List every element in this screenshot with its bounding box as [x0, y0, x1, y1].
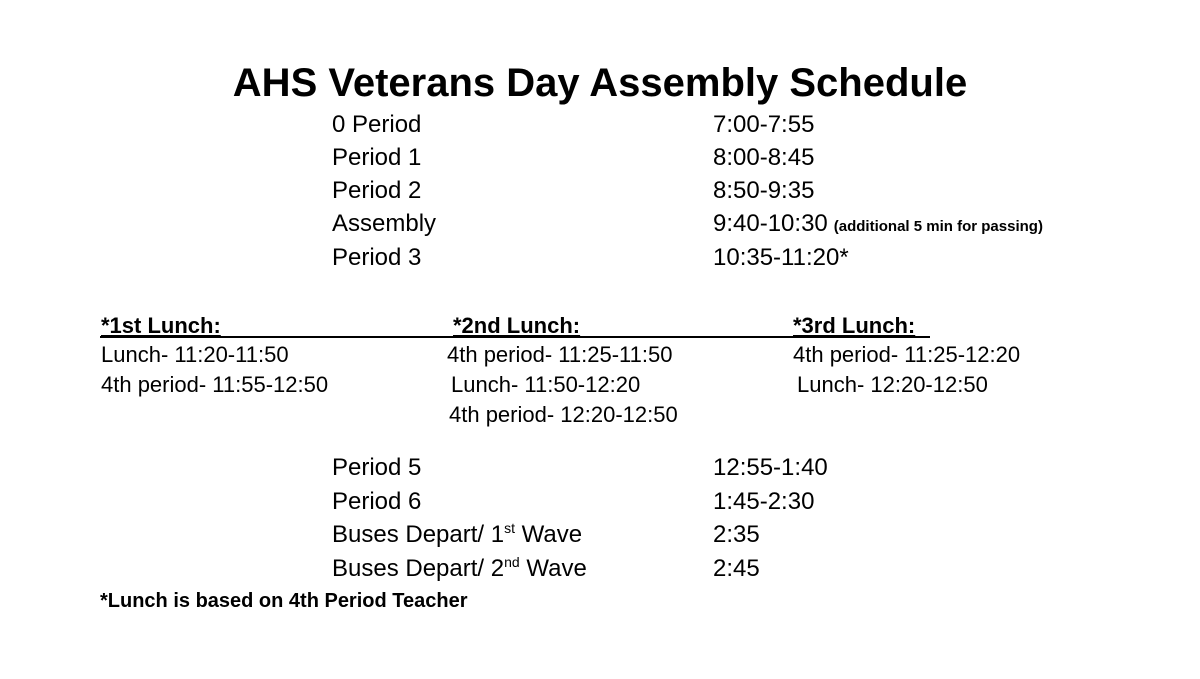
lunch-divider	[100, 336, 930, 338]
period-time: 1:45-2:30	[713, 488, 815, 515]
period-time: 12:55-1:40	[713, 454, 828, 481]
lunch-3-line: Lunch- 12:20-12:50	[797, 372, 988, 397]
period-label: 0 Period	[332, 111, 422, 138]
lunch-3-line: 4th period- 11:25-12:20	[793, 342, 1021, 367]
lunch-1-heading: *1st Lunch:	[101, 313, 221, 338]
period-time: 8:50-9:35	[713, 177, 815, 204]
lunch-2-line: 4th period- 11:25-11:50	[447, 342, 673, 367]
lunch-2-heading: *2nd Lunch:	[453, 313, 581, 338]
lunch-2-line: 4th period- 12:20-12:50	[449, 402, 678, 427]
period-time: 9:40-10:30	[713, 210, 828, 237]
period-time: 2:35	[713, 521, 760, 548]
period-time-with-note	[713, 209, 1043, 242]
period-label: Period 5	[332, 454, 422, 481]
page-title: AHS Veterans Day Assembly Schedule	[232, 61, 968, 105]
period-label: Assembly	[332, 210, 437, 237]
period-label: Period 6	[332, 488, 422, 515]
lunch-footnote: *Lunch is based on 4th Period Teacher	[100, 590, 468, 612]
lunch-1-line: Lunch- 11:20-11:50	[101, 342, 289, 367]
period-label	[332, 520, 582, 550]
label-text: Wave	[519, 555, 587, 582]
assembly-note: (additional 5 min for passing)	[833, 218, 1043, 235]
label-text: Buses Depart/ 1	[332, 521, 505, 548]
period-label	[332, 554, 587, 584]
lunch-3-heading: *3rd Lunch:	[793, 313, 916, 338]
period-time: 2:45	[713, 555, 760, 582]
period-label: Period 2	[332, 177, 422, 204]
period-label: Period 1	[332, 144, 422, 171]
period-label: Period 3	[332, 244, 422, 271]
period-time: 8:00-8:45	[713, 144, 815, 171]
period-time: 10:35-11:20*	[713, 244, 849, 271]
label-text: Buses Depart/ 2	[332, 555, 505, 582]
ordinal-suffix: st	[504, 520, 515, 536]
ordinal-suffix: nd	[504, 554, 520, 570]
label-text: Wave	[514, 521, 583, 548]
lunch-2-line: Lunch- 11:50-12:20	[451, 372, 641, 397]
period-time: 7:00-7:55	[713, 111, 815, 138]
lunch-1-line: 4th period- 11:55-12:50	[101, 372, 329, 397]
